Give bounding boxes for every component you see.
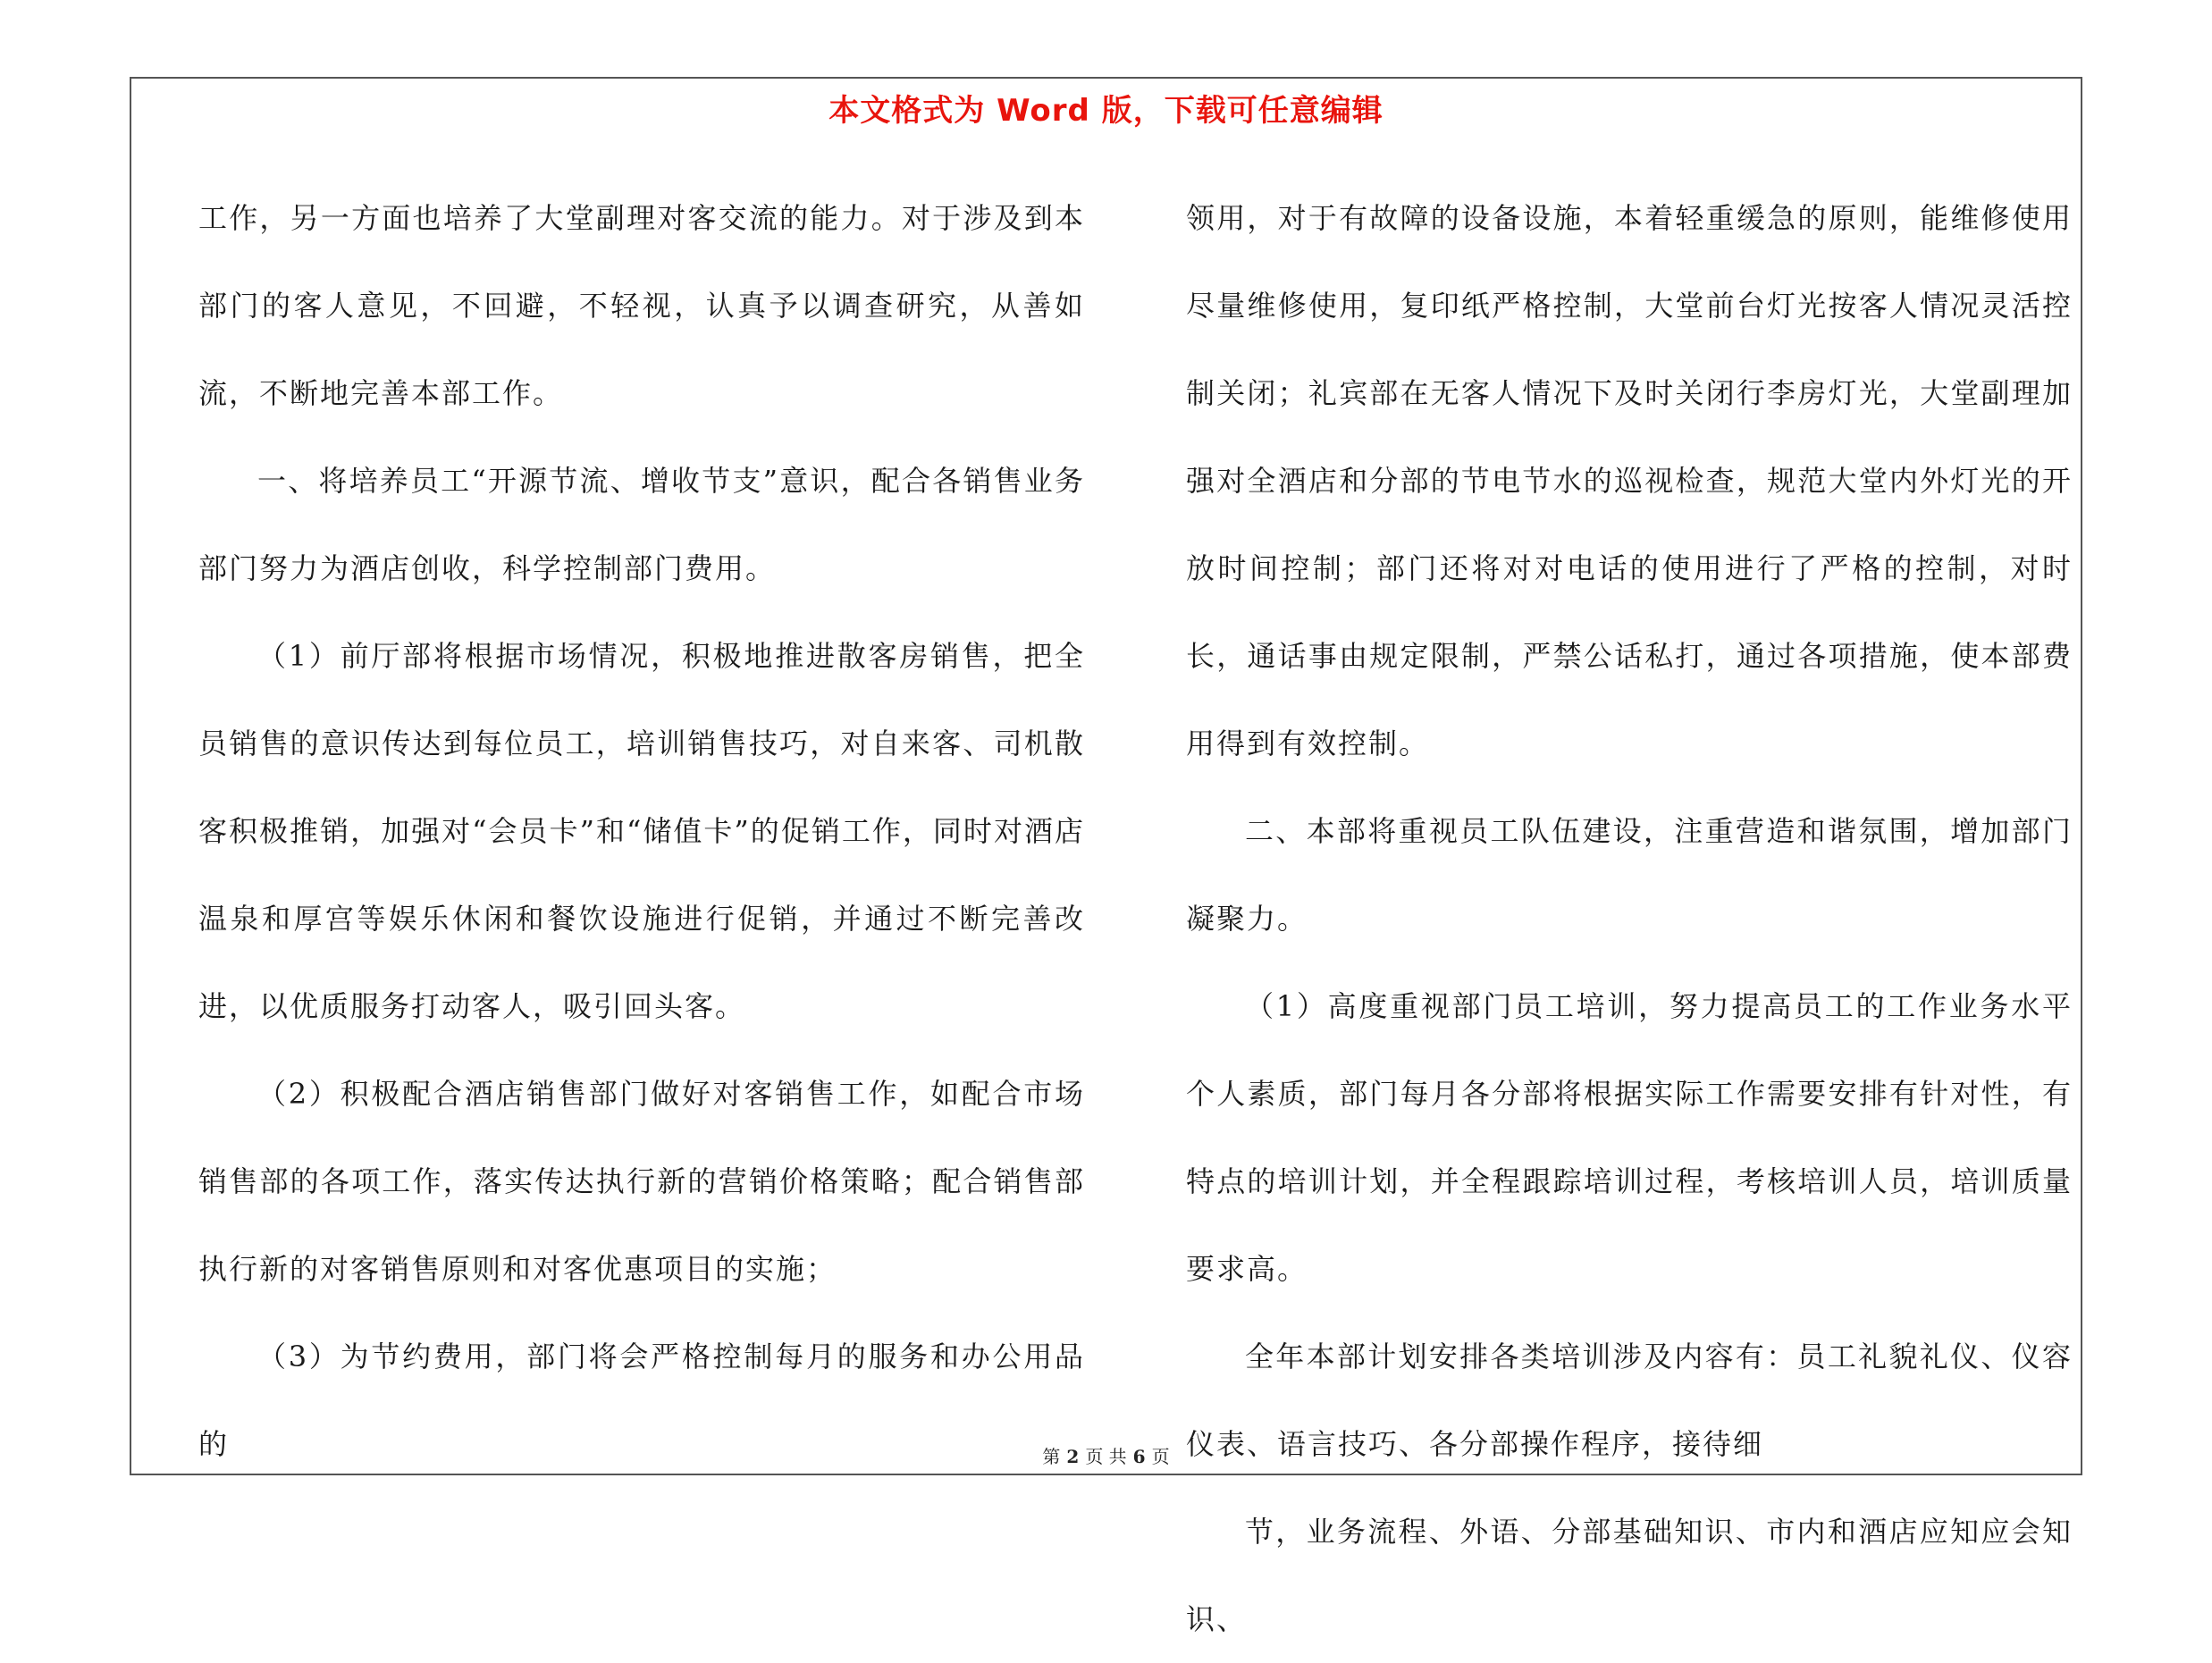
left-paragraph-5: （3）为节约费用，部门将会严格控制每月的服务和办公用品的 (198, 1340, 1085, 1461)
footer-prefix: 第 (1042, 1446, 1061, 1467)
footer-middle: 页 共 (1085, 1446, 1127, 1467)
left-paragraph-2: 一、将培养员工“开源节流、增收节支”意识，配合各销售业务部门努力为酒店创收，科学控制部门费用。 (198, 464, 1085, 585)
left-paragraph-1: 工作，另一方面也培养了大堂副理对客交流的能力。对于涉及到本部门的客人意见，不回避，不轻视，认真予以调查研究，从善如流，不断地完善本部工作。 (198, 201, 1085, 410)
left-column (198, 174, 1085, 1488)
right-paragraph-5: 节，业务流程、外语、分部基础知识、市内和酒店应知应会知识、 (1186, 1515, 2073, 1636)
right-paragraph-1: 领用，对于有故障的设备设施，本着轻重缓急的原则，能维修使用尽量维修使用，复印纸严格控制，大堂前台灯光按客人情况灵活控制关闭；礼宾部在无客人情况下及时关闭行李房灯光，大堂副理加强对全酒店和分部的节电节水的巡视检查，规范大堂内外灯光的开放时间控制；部门还将对对电话的使用进行了严格的控制，对时长，通话事由规定限制，严禁公话私打，通过各项措施，使本部费用得到有效控制。 (1186, 201, 2073, 760)
right-paragraph-2: 二、本部将重视员工队伍建设，注重营造和谐氛围，增加部门凝聚力。 (1186, 814, 2073, 936)
page-footer (0, 1442, 2212, 1468)
left-paragraph-4: （2）积极配合酒店销售部门做好对客销售工作，如配合市场销售部的各项工作，落实传达执行新的营销价格策略；配合销售部执行新的对客销售原则和对客优惠项目的实施； (198, 1077, 1085, 1286)
left-paragraph-3: （1）前厅部将根据市场情况，积极地推进散客房销售，把全员销售的意识传达到每位员工，培训销售技巧，对自来客、司机散客积极推销，加强对“会员卡”和“储值卡”的促销工作，同时对酒店温泉和厚宫等娱乐休闲和餐饮设施进行促销，并通过不断完善改进，以优质服务打动客人，吸引回头客。 (198, 639, 1085, 1023)
format-banner: 本文格式为 Word 版，下载可任意编辑 (828, 93, 1384, 129)
footer-suffix: 页 (1151, 1446, 1170, 1467)
right-paragraph-3: （1）高度重视部门员工培训，努力提高员工的工作业务水平个人素质，部门每月各分部将根据实际工作需要安排有针对性，有特点的培训计划，并全程跟踪培训过程，考核培训人员，培训质量要求高。 (1186, 989, 2073, 1286)
right-column (1186, 174, 2073, 1663)
right-paragraph-4: 全年本部计划安排各类培训涉及内容有：员工礼貌礼仪、仪容仪表、语言技巧、各分部操作程序，接待细 (1186, 1340, 2073, 1461)
footer-total-pages: 6 (1132, 1446, 1146, 1467)
footer-page-number: 2 (1066, 1446, 1080, 1467)
